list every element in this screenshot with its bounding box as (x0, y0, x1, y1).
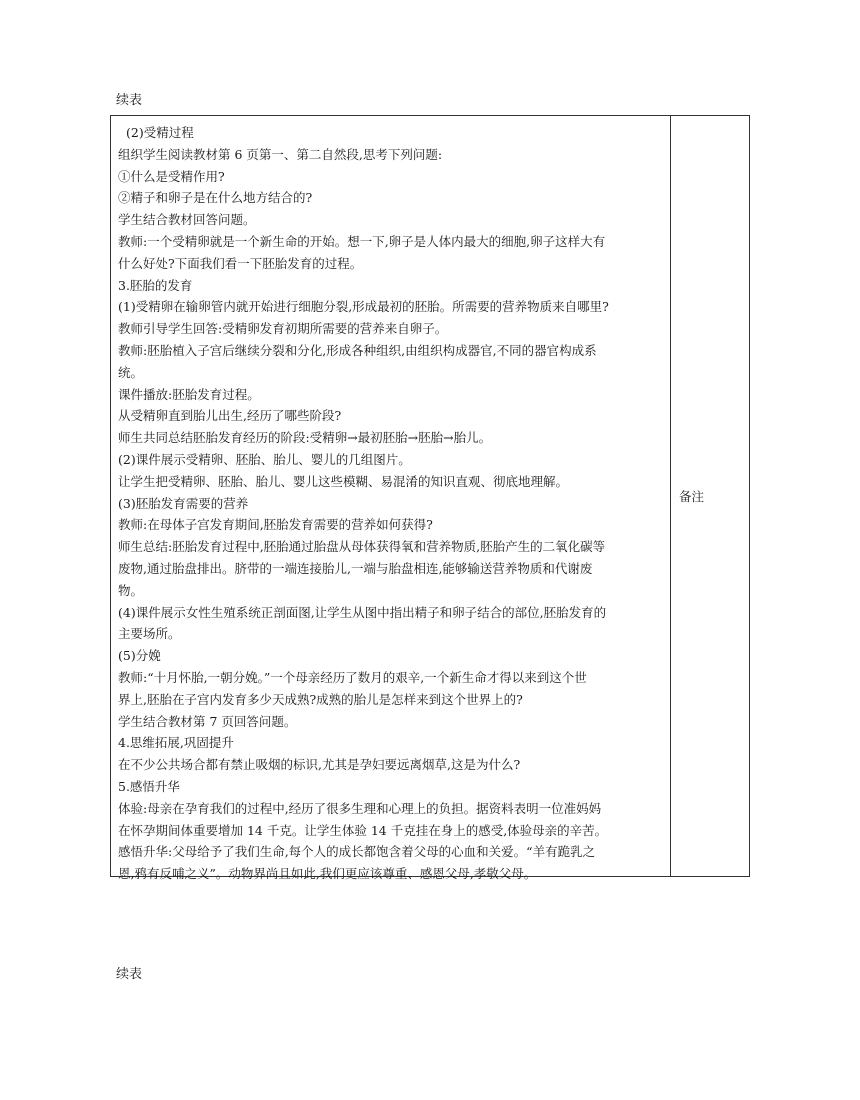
content-line: ②精子和卵子是在什么地方结合的? (118, 190, 313, 206)
content-line: (4)课件展示女性生殖系统正剖面图,让学生从图中指出精子和卵子结合的部位,胚胎发育的 (118, 604, 607, 620)
content-line: 师生总结:胚胎发育过程中,胚胎通过胎盘从母体获得氧和营养物质,胚胎产生的二氧化碳等 (118, 539, 606, 555)
content-line: 从受精卵直到胎儿出生,经历了哪些阶段? (118, 408, 342, 424)
content-line: 什么好处?下面我们看一下胚胎发育的过程。 (118, 255, 363, 271)
content-line: 师生共同总结胚胎发育经历的阶段:受精卵→最初胚胎→胚胎→胎儿。 (118, 430, 492, 446)
content-line: 界上,胚胎在子宫内发育多少天成熟?成熟的胎儿是怎样来到这个世界上的? (118, 691, 523, 707)
content-line: (5)分娩 (118, 648, 161, 664)
content-line: 学生结合教材第 7 页回答问题。 (118, 713, 297, 729)
content-line: 废物,通过胎盘排出。脐带的一端连接胎儿,一端与胎盘相连,能够输送营养物质和代谢废 (118, 560, 593, 576)
column-divider (670, 116, 671, 876)
content-line: (3)胚胎发育需要的营养 (118, 495, 249, 511)
content-line: 主要场所。 (118, 626, 181, 642)
lesson-table (110, 115, 750, 882)
content-line: (2)课件展示受精卵、胚胎、胎儿、婴儿的几组图片。 (118, 451, 411, 467)
content-line: 组织学生阅读教材第 6 页第一、第二自然段,思考下列问题: (118, 146, 443, 162)
content-line: 物。 (118, 582, 144, 598)
content-line: 让学生把受精卵、胚胎、胎儿、婴儿这些模糊、易混淆的知识直观、彻底地理解。 (118, 473, 569, 489)
content-line: 恩,鸦有反哺之义”。动物界尚且如此,我们更应该尊重、感恩父母,孝敬父母。 (118, 866, 537, 882)
lesson-content-cell (118, 122, 666, 885)
content-line: 在不少公共场合都有禁止吸烟的标识,尤其是孕妇要远离烟草,这是为什么? (118, 757, 521, 773)
content-line: 体验:母亲在孕育我们的过程中,经历了很多生理和心理上的负担。据资料表明一位准妈妈 (118, 800, 602, 816)
content-line: 4.思维拓展,巩固提升 (118, 735, 234, 751)
content-line: 学生结合教材回答问题。 (118, 212, 256, 228)
content-line: 3.胚胎的发育 (118, 277, 193, 293)
content-line: 教师:在母体子宫发育期间,胚胎发育需要的营养如何获得? (118, 517, 433, 533)
content-line: 教师:胚胎植入子宫后继续分裂和分化,形成各种组织,由组织构成器官,不同的器官构成系 (118, 342, 597, 358)
content-line: (2)受精过程 (126, 125, 194, 140)
table-caption-top: 续表 (116, 93, 143, 108)
content-line: 教师引导学生回答:受精卵发育初期所需要的营养来自卵子。 (118, 321, 448, 337)
table-caption-bottom: 续表 (116, 967, 143, 982)
content-line: 在怀孕期间体重要增加 14 千克。让学生体验 14 千克挂在身上的感受,体验母亲的辛苦。 (118, 822, 608, 838)
content-line: 课件播放:胚胎发育过程。 (118, 386, 260, 402)
content-line: 统。 (118, 364, 144, 380)
remarks-label: 备注 (679, 489, 705, 504)
content-line: ①什么是受精作用? (118, 168, 225, 184)
content-line: 教师:一个受精卵就是一个新生命的开始。想一下,卵子是人体内最大的细胞,卵子这样大有 (118, 233, 606, 249)
content-line: 教师:“十月怀胎,一朝分娩。”一个母亲经历了数月的艰辛,一个新生命才得以来到这个世 (118, 669, 587, 685)
content-line: 5.感悟升华 (118, 778, 180, 794)
content-line: (1)受精卵在输卵管内就开始进行细胞分裂,形成最初的胚胎。所需要的营养物质来自哪里? (118, 299, 609, 315)
content-line: 感悟升华:父母给予了我们生命,每个人的成长都饱含着父母的心血和关爱。“羊有跪乳之 (118, 844, 596, 860)
